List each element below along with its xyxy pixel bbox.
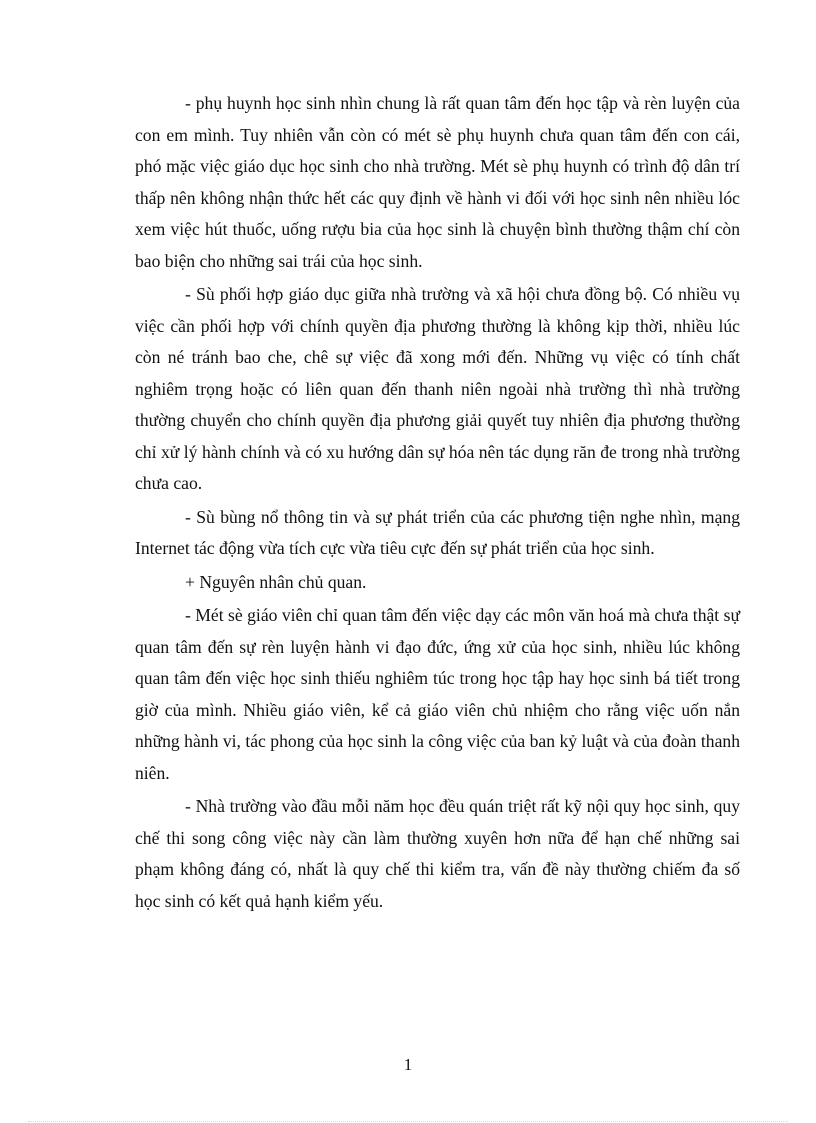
paragraph-parent-attention: - phụ huynh học sinh nhìn chung là rất quan tâm đến học tập và rèn luyện của con em mình. Tuy nhiên vẫn còn có mét sè phụ huynh chưa quan tâm đến con cái, phó mặc việc giáo dục học sinh cho nhà trường. Mét sè phụ huynh có trình độ dân trí thấp nên không nhận thức hết các quy định về hành vi đối với học sinh nên nhiều lóc xem việc hút thuốc, uống rượu bia của học sinh là chuyện bình thường thậm chí còn bao biện cho những sai trái của học sinh. bbox=[135, 93, 740, 271]
subheading-subjective-causes: + Nguyên nhân chủ quan. bbox=[185, 571, 367, 592]
paragraph-school-society-coordination: - Sù phối hợp giáo dục giữa nhà trường và xã hội chưa đồng bộ. Có nhiều vụ việc cần phối hợp với chính quyền địa phương thường là không kịp thời, nhiều lúc còn né tránh bao che, chê sự việc đã xong mới đến. Những vụ việc có tính chất nghiêm trọng hoặc có liên quan đến thanh niên ngoài nhà trường thì nhà trường thường chuyển cho chính quyền địa phương giải quyết tuy nhiên địa phương thường chỉ xử lý hành chính và có xu hướng dân sự hóa nên tác dụng răn đe trong nhà trường chưa cao. bbox=[135, 284, 740, 493]
page-number: 1 bbox=[403, 1055, 413, 1074]
document-body bbox=[135, 88, 740, 919]
paragraph-teacher-attention: - Mét sè giáo viên chỉ quan tâm đến việc dạy các môn văn hoá mà chưa thật sự quan tâm đến sự rèn luyện hành vi đạo đức, ứng xử của học sinh, nhiều lúc không quan tâm đến việc học sinh thiếu nghiêm túc trong học tập hay học sinh bá tiết trong giờ của mình. Nhiều giáo viên, kể cả giáo viên chủ nhiệm cho rằng việc uốn nắn những hành vi, tác phong của học sinh la công việc của ban kỷ luật và của đoàn thanh niên. bbox=[135, 605, 740, 783]
footer-divider bbox=[28, 1121, 788, 1122]
paragraph-information-explosion: - Sù bùng nổ thông tin và sự phát triển của các phương tiện nghe nhìn, mạng Internet tác động vừa tích cực vừa tiêu cực đến sự phát triển của học sinh. bbox=[135, 506, 740, 558]
paragraph-school-regulations: - Nhà trường vào đầu mỗi năm học đều quán triệt rất kỹ nội quy học sinh, quy chế thi song công việc này cần làm thường xuyên hơn nữa để hạn chế những sai phạm không đáng có, nhất là quy chế thi kiểm tra, vấn đề này thường chiếm đa số học sinh có kết quả hạnh kiểm yếu. bbox=[135, 796, 740, 911]
